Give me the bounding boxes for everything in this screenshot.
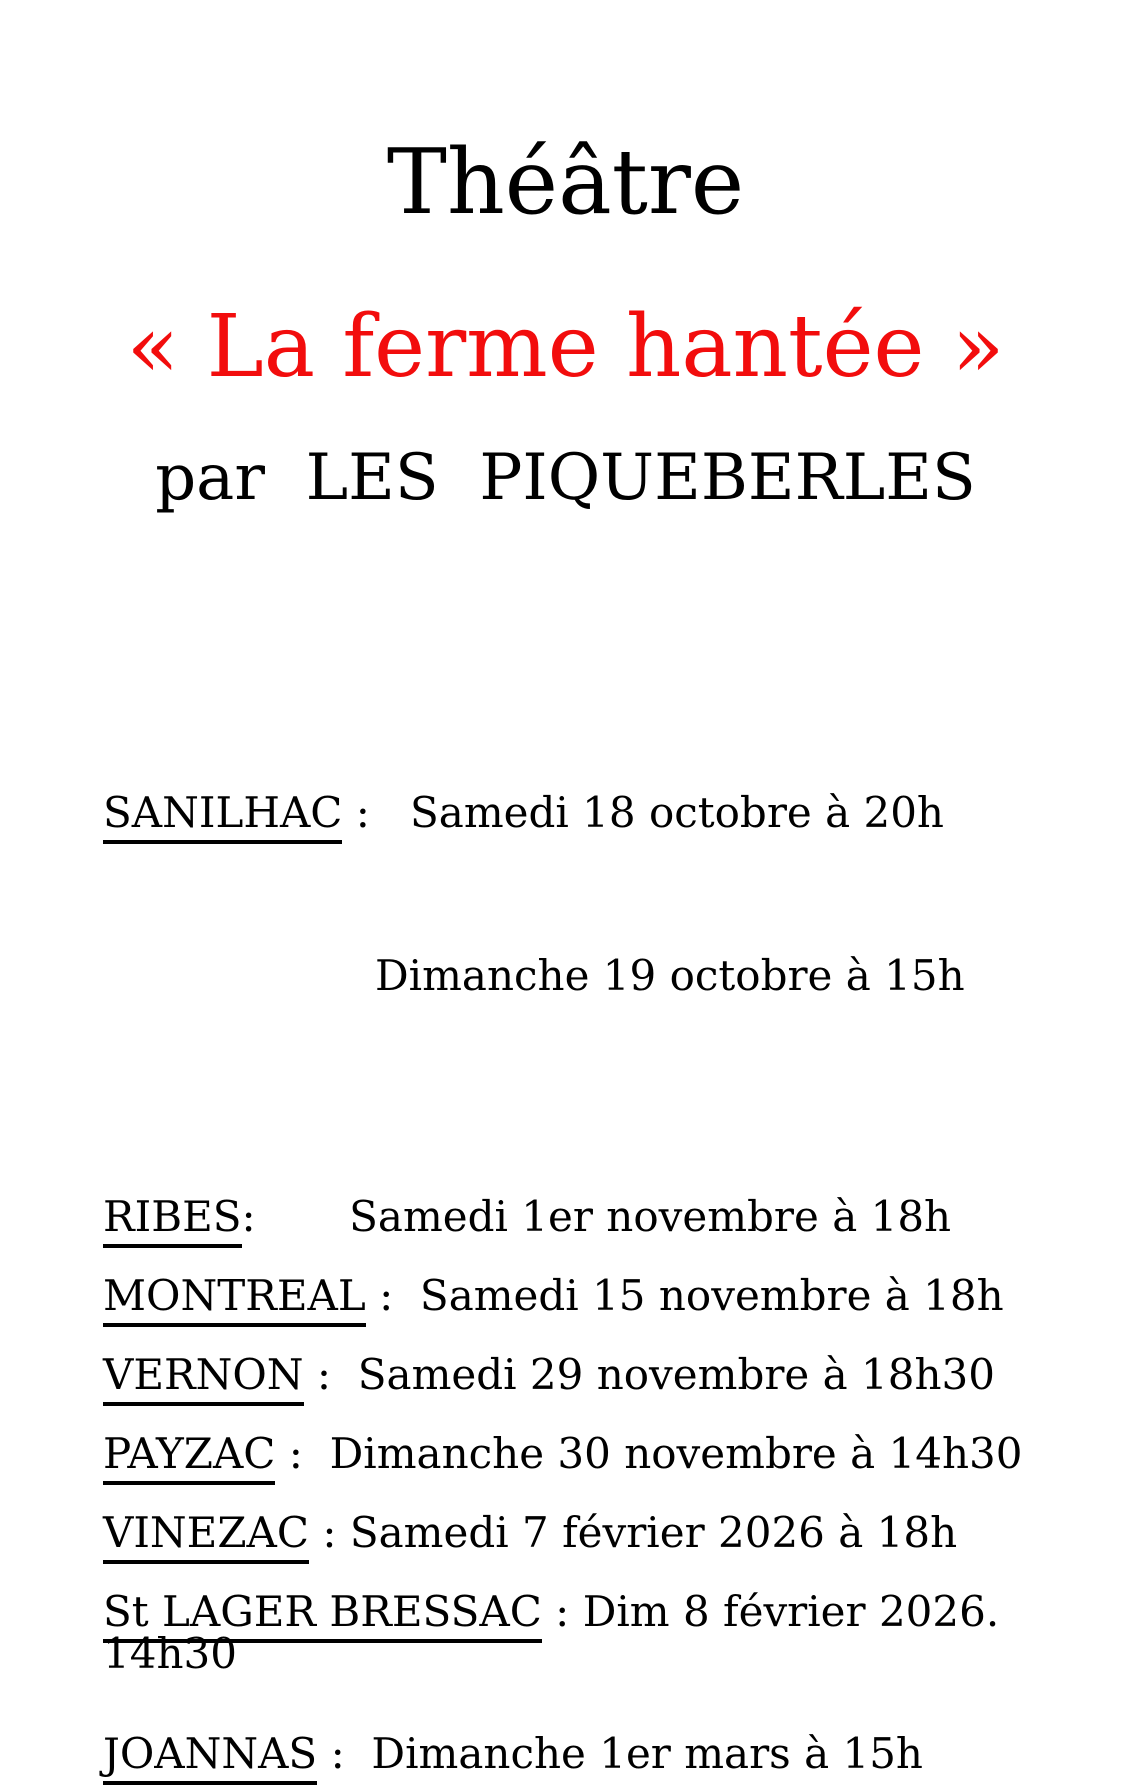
- poster-header: [0, 0, 1131, 515]
- venue-name: JOANNAS: [103, 1729, 317, 1785]
- schedule-line: [103, 788, 1131, 837]
- schedule-row-st-lager-bressac: [103, 1587, 1131, 1678]
- schedule-list: [103, 708, 1131, 1778]
- venue-name: MONTREAL: [103, 1271, 366, 1327]
- showtime: Dimanche 30 novembre à 14h30: [329, 1429, 1023, 1478]
- troupe-byline: par LES PIQUEBERLES: [155, 441, 976, 515]
- separator: :: [317, 1729, 372, 1778]
- separator: :: [303, 1350, 358, 1399]
- schedule-row-montreal: [103, 1271, 1131, 1320]
- separator: :: [275, 1429, 330, 1478]
- schedule-row-sanilhac: [103, 708, 1131, 1081]
- separator: :: [308, 1508, 350, 1557]
- showtime: Samedi 1er novembre à 18h: [349, 1192, 952, 1241]
- showtime: Dimanche 1er mars à 15h: [371, 1729, 923, 1778]
- schedule-row-vernon: [103, 1350, 1131, 1399]
- venue-name: St LAGER BRESSAC: [103, 1587, 542, 1643]
- schedule-row-ribes: [103, 1192, 1131, 1241]
- separator: :: [342, 788, 410, 837]
- schedule-row-payzac: [103, 1429, 1131, 1478]
- venue-name: SANILHAC: [103, 788, 342, 844]
- showtime: Samedi 29 novembre à 18h30: [357, 1350, 995, 1399]
- separator: :: [541, 1587, 583, 1636]
- venue-name: VERNON: [103, 1350, 304, 1406]
- schedule-row-vinezac: [103, 1508, 1131, 1557]
- showtime: Dim 8 février 2026. 14h30: [103, 1587, 1013, 1678]
- show-title: « La ferme hantée »: [126, 297, 1005, 397]
- venue-name: VINEZAC: [103, 1508, 309, 1564]
- showtime-second: Dimanche 19 octobre à 15h: [375, 951, 965, 1000]
- separator: :: [241, 1192, 350, 1241]
- page-title: Théâtre: [386, 130, 745, 235]
- showtime: Samedi 18 octobre à 20h: [410, 788, 944, 837]
- schedule-row-joannas: [103, 1729, 1131, 1778]
- showtime: Samedi 15 novembre à 18h: [419, 1271, 1004, 1320]
- venue-name: RIBES: [103, 1192, 242, 1248]
- venue-name: PAYZAC: [103, 1429, 275, 1485]
- showtime: Samedi 7 février 2026 à 18h: [349, 1508, 958, 1557]
- separator: :: [365, 1271, 420, 1320]
